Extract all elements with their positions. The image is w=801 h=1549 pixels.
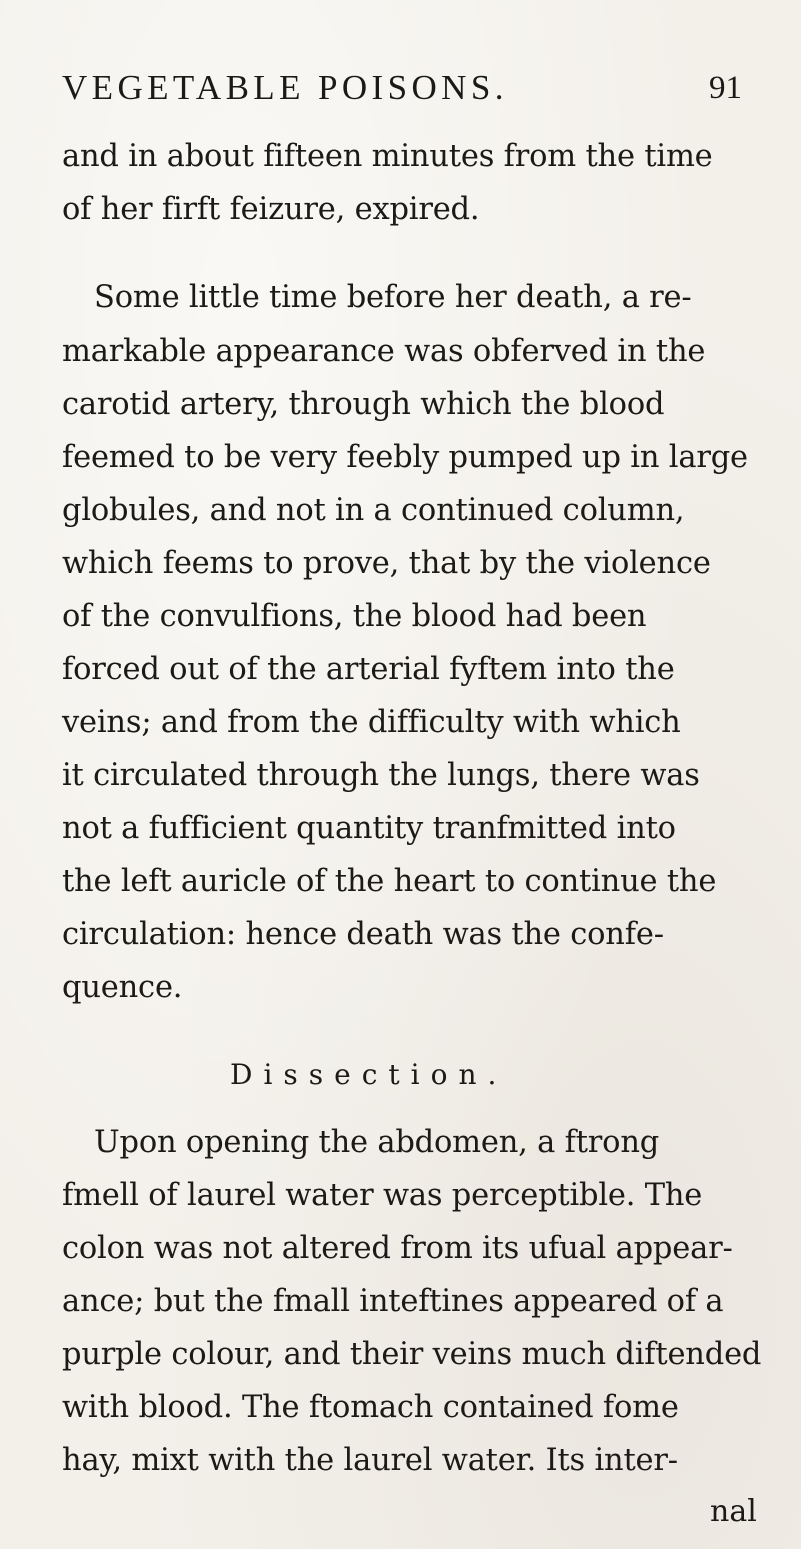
- text-line: carotid artery, through which the blood: [62, 387, 665, 422]
- text-line: colon was not altered from its ufual appear-: [62, 1231, 733, 1266]
- catchword: nal: [710, 1494, 757, 1529]
- text-line: quence.: [62, 970, 183, 1005]
- text-line: it circulated through the lungs, there was: [62, 758, 700, 793]
- text-line: Upon opening the abdomen, a ftrong: [94, 1125, 660, 1160]
- text-line: ance; but the fmall inteftines appeared of a: [62, 1284, 724, 1319]
- text-line: feemed to be very feebly pumped up in large: [62, 440, 748, 475]
- running-head: [62, 68, 742, 118]
- section-heading: Dissection.: [230, 1058, 508, 1091]
- text-line: not a fufficient quantity tranfmitted into: [62, 811, 676, 846]
- text-line: the left auricle of the heart to continue the: [62, 864, 717, 899]
- text-line: markable appearance was obferved in the: [62, 334, 706, 369]
- text-line: hay, mixt with the laurel water. Its inter-: [62, 1443, 678, 1478]
- text-line: circulation: hence death was the confe-: [62, 917, 664, 952]
- text-line: which feems to prove, that by the violence: [62, 546, 711, 581]
- text-line: with blood. The ftomach contained fome: [62, 1390, 679, 1425]
- text-line: purple colour, and their veins much diftended: [62, 1337, 762, 1372]
- text-line: and in about fifteen minutes from the time: [62, 139, 713, 174]
- text-line: globules, and not in a continued column,: [62, 493, 685, 528]
- text-line: of her firft feizure, expired.: [62, 192, 480, 227]
- running-title: VEGETABLE POISONS.: [62, 68, 508, 107]
- text-line: Some little time before her death, a re-: [94, 280, 692, 315]
- text-line: veins; and from the difficulty with which: [62, 705, 681, 740]
- page-number: 91: [709, 70, 742, 106]
- text-line: forced out of the arterial fyftem into the: [62, 652, 675, 687]
- text-line: fmell of laurel water was perceptible. The: [62, 1178, 703, 1213]
- text-line: of the convulfions, the blood had been: [62, 599, 647, 634]
